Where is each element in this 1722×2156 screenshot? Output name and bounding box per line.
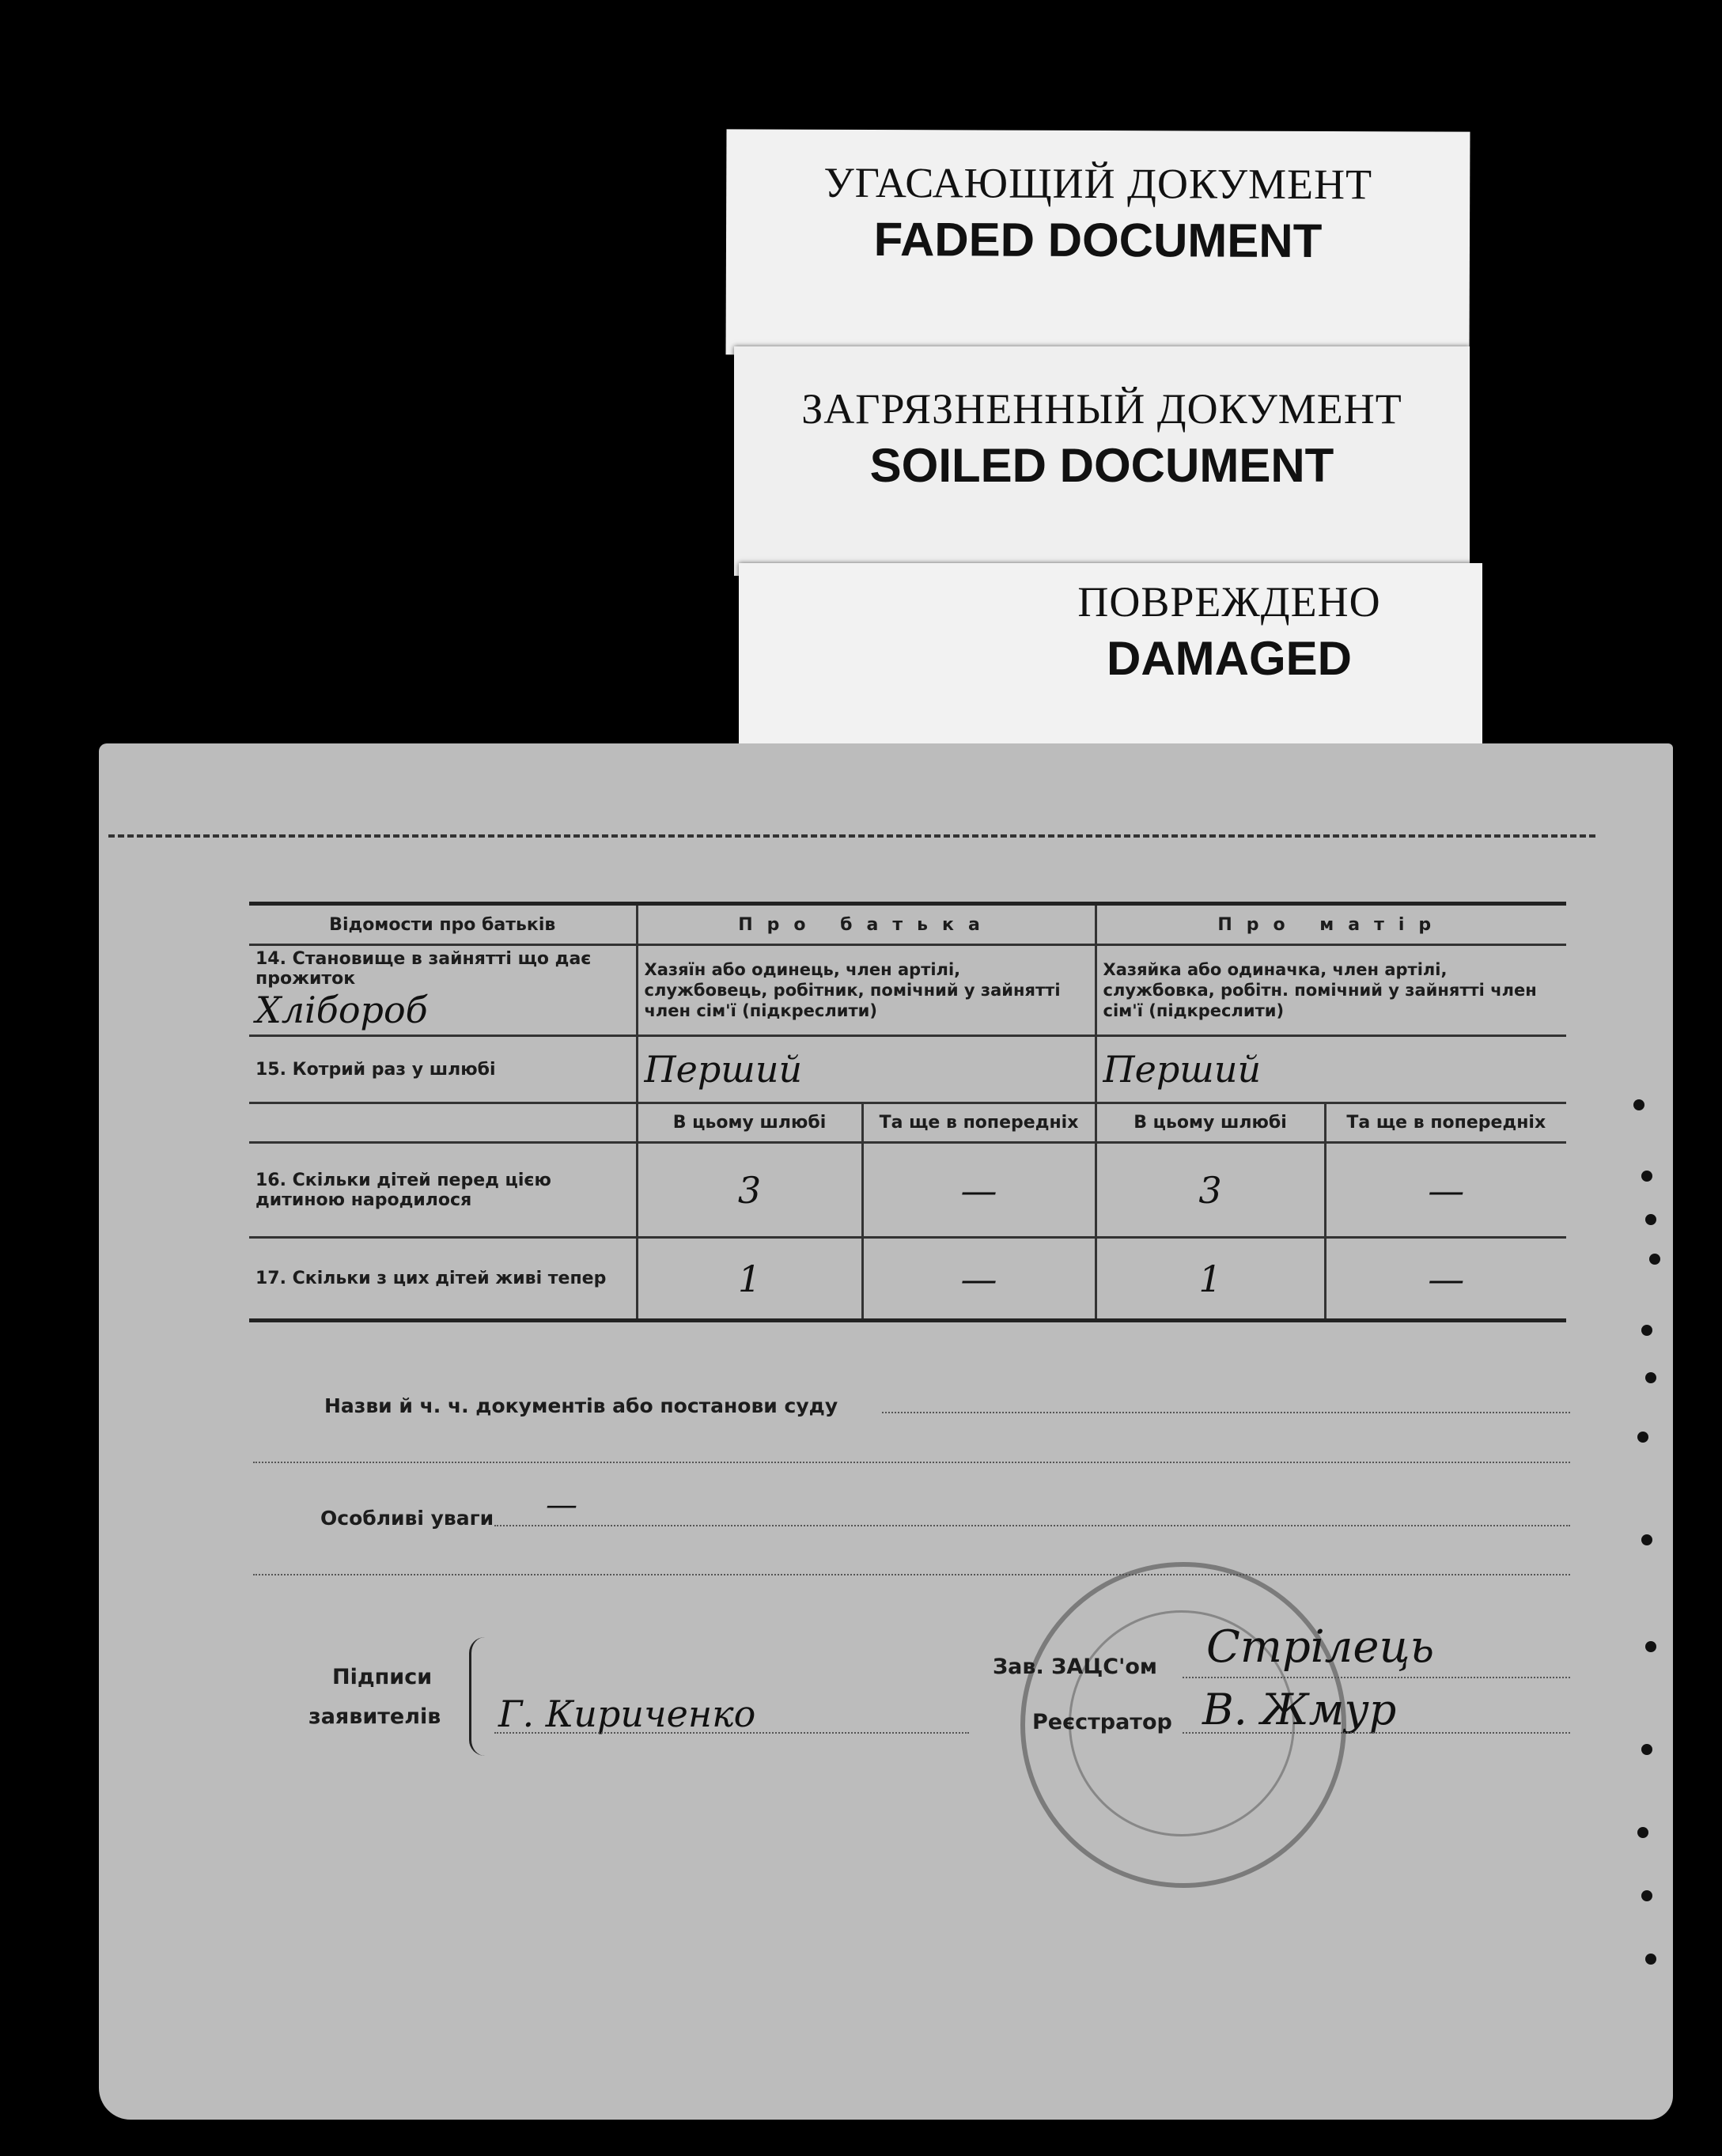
question-14-label: 14. Становище в зайнятті що дає прожиток (255, 949, 592, 989)
mother-children-alive-previous: — (1325, 1238, 1566, 1321)
subheader-father-previous: Та ще в попередніх (862, 1103, 1096, 1143)
subheader-mother-this: В цьому шлюбі (1096, 1103, 1325, 1143)
damaged-label-en: DAMAGED (1107, 632, 1352, 685)
table-row-14 (249, 945, 1566, 1036)
question-14 (249, 945, 637, 1036)
table-header-row (249, 904, 1566, 945)
mother-marriage-count: Перший (1096, 1036, 1566, 1103)
faded-document-label (726, 129, 1470, 357)
soiled-document-label (734, 346, 1470, 576)
head-registry-signature: Стрілець (1206, 1621, 1435, 1673)
table-row-16 (249, 1143, 1566, 1238)
signatures-label-1: Підписи (332, 1665, 433, 1689)
table-row-17 (249, 1238, 1566, 1321)
soiled-label-en: SOILED DOCUMENT (869, 439, 1334, 492)
registrar-signature-line (1183, 1732, 1570, 1734)
father-children-alive-this: 1 (637, 1238, 862, 1321)
damaged-label-ru: ПОВРЕЖДЕНО (1077, 578, 1381, 626)
notes-label: Особливі уваги (320, 1507, 494, 1530)
tear-line (108, 834, 1595, 838)
soiled-label-ru: ЗАГРЯЗНЕННЫЙ ДОКУМЕНТ (801, 385, 1402, 433)
father-occupation-options: Хазяїн або одинець, член артілі, службовець, робітник, помічний у зайнятті член сім'ї (підкреслити) (637, 945, 1096, 1036)
documents-line (882, 1412, 1570, 1413)
subheader-mother-previous: Та ще в попередніх (1325, 1103, 1566, 1143)
mother-children-alive-this: 1 (1096, 1238, 1325, 1321)
header-mother: Про матір (1096, 904, 1566, 945)
mother-occupation-options: Хазяйка або одиначка, член артілі, службовка, робітн. помічний у зайнятті член сім'ї (підкреслити) (1096, 945, 1566, 1036)
occupation-handwritten: Хлібороб (255, 989, 428, 1031)
table-subheader-row (249, 1103, 1566, 1143)
father-children-born-previous: — (862, 1143, 1096, 1238)
damaged-document-label (739, 563, 1482, 753)
registrar-signature: В. Жмур (1202, 1685, 1397, 1734)
question-17: 17. Скільки з цих дітей живі тепер (249, 1238, 637, 1321)
head-registry-label: Зав. ЗАЦС'ом (993, 1655, 1157, 1679)
father-children-born-this: 3 (637, 1143, 862, 1238)
subheader-father-this: В цьому шлюбі (637, 1103, 862, 1143)
record-form-sheet (99, 743, 1673, 2120)
registrar-label: Реєстратор (1032, 1710, 1172, 1734)
notes-line (494, 1525, 1570, 1526)
subheader-empty (249, 1103, 637, 1143)
father-children-alive-previous: — (862, 1238, 1096, 1321)
notes-line-2 (253, 1574, 1570, 1575)
faded-label-en: FADED DOCUMENT (873, 213, 1323, 267)
notes-value: — (546, 1487, 577, 1523)
documents-line-2 (253, 1462, 1570, 1463)
father-marriage-count: Перший (637, 1036, 1096, 1103)
question-15: 15. Котрий раз у шлюбі (249, 1036, 637, 1103)
table-row-15 (249, 1036, 1566, 1103)
head-signature-line (1183, 1677, 1570, 1678)
documents-label: Назви й ч. ч. документів або постанови суду (324, 1394, 838, 1417)
applicant-signature: Г. Кириченко (498, 1693, 756, 1735)
question-16: 16. Скільки дітей перед цією дитиною народилося (249, 1143, 637, 1238)
faded-label-ru: УГАСАЮЩИЙ ДОКУМЕНТ (823, 158, 1373, 209)
header-parents-info: Відомости про батьків (249, 904, 637, 945)
signatures-bracket (469, 1637, 487, 1756)
mother-children-born-previous: — (1325, 1143, 1566, 1238)
parents-info-table (249, 902, 1566, 1322)
header-father: Про батька (637, 904, 1096, 945)
signatures-label-2: заявителів (308, 1704, 441, 1729)
mother-children-born-this: 3 (1096, 1143, 1325, 1238)
applicant-signature-line (494, 1732, 969, 1734)
